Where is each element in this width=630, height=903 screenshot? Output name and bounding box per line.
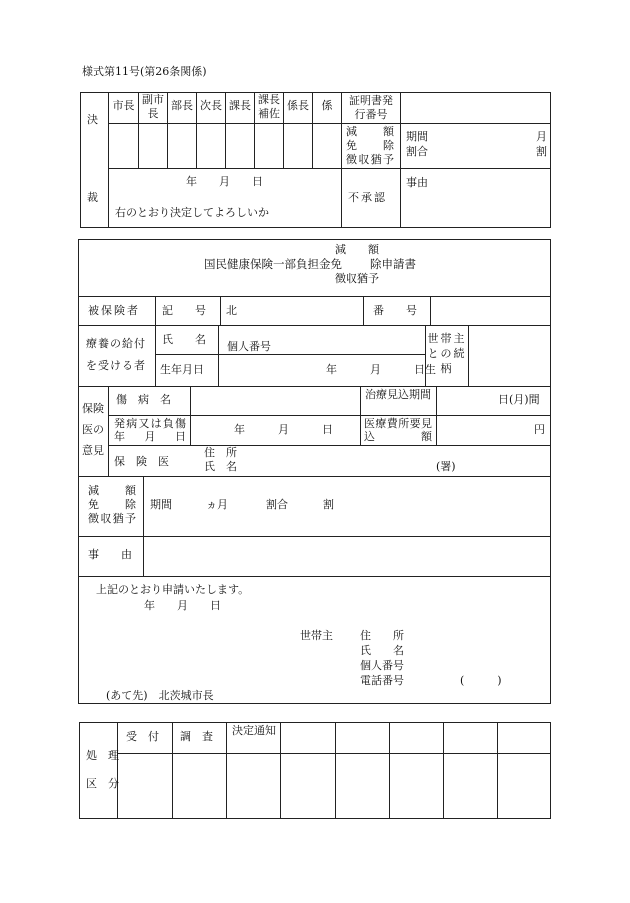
declaration-date: 年 月 日 bbox=[144, 599, 221, 612]
treatment-period-unit: 日(月)間 bbox=[498, 393, 540, 406]
declaration-text: 上記のとおり申請いたします。 bbox=[96, 583, 250, 596]
approval-reduction-options: 減額 免除 徴収猶予 bbox=[346, 125, 394, 166]
approval-side-bottom: 裁 bbox=[87, 191, 98, 204]
approval-text: 右のとおり決定してよろしいか bbox=[115, 206, 269, 219]
not-approved-label: 不承認 bbox=[348, 191, 387, 204]
title-main: 国民健康保険一部負担金免 bbox=[204, 257, 342, 271]
physician-label: 保 険 医 bbox=[114, 455, 169, 468]
physician-name-label: 氏 名 bbox=[204, 460, 237, 473]
title-main-suffix: 除申請書 bbox=[370, 257, 416, 271]
onset-label: 発病又は負傷年月日 bbox=[114, 417, 186, 443]
form-number: 様式第11号(第26条関係) bbox=[82, 65, 207, 78]
insured-label: 被保険者 bbox=[88, 304, 140, 317]
role-deputy-director: 次長 bbox=[200, 99, 222, 112]
symbol-label: 記 号 bbox=[162, 304, 206, 317]
processing-label-bottom: 区 分 bbox=[86, 777, 119, 790]
birth-value: 年 月 日生 bbox=[326, 363, 436, 376]
request-month-unit: ヵ月 bbox=[206, 498, 228, 511]
birth-label: 生年月日 bbox=[160, 363, 204, 376]
approval-ratio-label: 割合 bbox=[406, 145, 428, 158]
cost-unit: 円 bbox=[534, 423, 545, 436]
relation-label: 世帯主との続柄 bbox=[427, 332, 467, 375]
title-reduction: 減 額 bbox=[335, 243, 379, 256]
request-ratio-label: 割合 bbox=[266, 498, 288, 511]
role-deputy-mayor: 副市長 bbox=[142, 93, 164, 120]
cost-label: 医療費所要見込額 bbox=[364, 417, 432, 443]
approval-period-label: 期間 bbox=[406, 130, 428, 143]
processing-label-top: 処 理 bbox=[86, 749, 119, 762]
processing-col-survey: 調 査 bbox=[180, 730, 213, 743]
role-section-chief: 課長 bbox=[229, 99, 251, 112]
recipient-label-1: 療養の給付 bbox=[86, 337, 146, 350]
cert-number-label: 証明書発行番号 bbox=[349, 94, 393, 121]
doctor-side-label: 保険医の意見 bbox=[82, 402, 104, 457]
householder-personal-no: 個人番号 bbox=[360, 659, 404, 672]
approval-reason-label: 事由 bbox=[406, 176, 428, 189]
request-options: 減額 免除 徴収猶予 bbox=[88, 484, 136, 525]
recipient-name-label: 氏 名 bbox=[162, 333, 206, 346]
householder-label: 世帯主 bbox=[300, 629, 333, 642]
householder-name-label: 氏 名 bbox=[360, 644, 404, 657]
number-label: 番 号 bbox=[373, 304, 417, 317]
approval-month-unit: 月 bbox=[536, 130, 547, 143]
request-period-label: 期間 bbox=[150, 498, 172, 511]
physician-address-label: 住 所 bbox=[204, 446, 237, 459]
approval-side-top: 決 bbox=[87, 113, 98, 126]
approval-ratio-unit: 割 bbox=[536, 145, 547, 158]
processing-col-decision: 決定通知 bbox=[232, 724, 276, 737]
householder-phone-label: 電話番号 bbox=[360, 674, 404, 687]
treatment-period-label: 治療見込期間 bbox=[365, 388, 431, 401]
householder-address-label: 住 所 bbox=[360, 629, 404, 642]
role-staff: 係 bbox=[321, 99, 333, 112]
title-deferral: 徴収猶予 bbox=[335, 272, 379, 285]
recipient-personal-no: 個人番号 bbox=[227, 340, 271, 353]
processing-col-receipt: 受 付 bbox=[126, 730, 159, 743]
request-ratio-unit: 割 bbox=[323, 498, 334, 511]
reason-label: 事 由 bbox=[88, 548, 132, 561]
addressee: (あて先) 北茨城市長 bbox=[106, 689, 214, 702]
recipient-label-2: を受ける者 bbox=[86, 359, 146, 372]
approval-date: 年 月 日 bbox=[186, 175, 263, 188]
phone-paren: ( ) bbox=[460, 674, 502, 687]
onset-value: 年 月 日 bbox=[234, 423, 333, 436]
role-mayor: 市長 bbox=[112, 99, 135, 112]
role-director: 部長 bbox=[171, 99, 193, 112]
symbol-value: 北 bbox=[226, 304, 237, 317]
role-assistant-chief: 課長補佐 bbox=[258, 93, 280, 120]
injury-name-label: 傷 病 名 bbox=[116, 393, 171, 406]
role-subsection-chief: 係長 bbox=[287, 99, 309, 112]
seal-mark: (署) bbox=[436, 460, 456, 473]
